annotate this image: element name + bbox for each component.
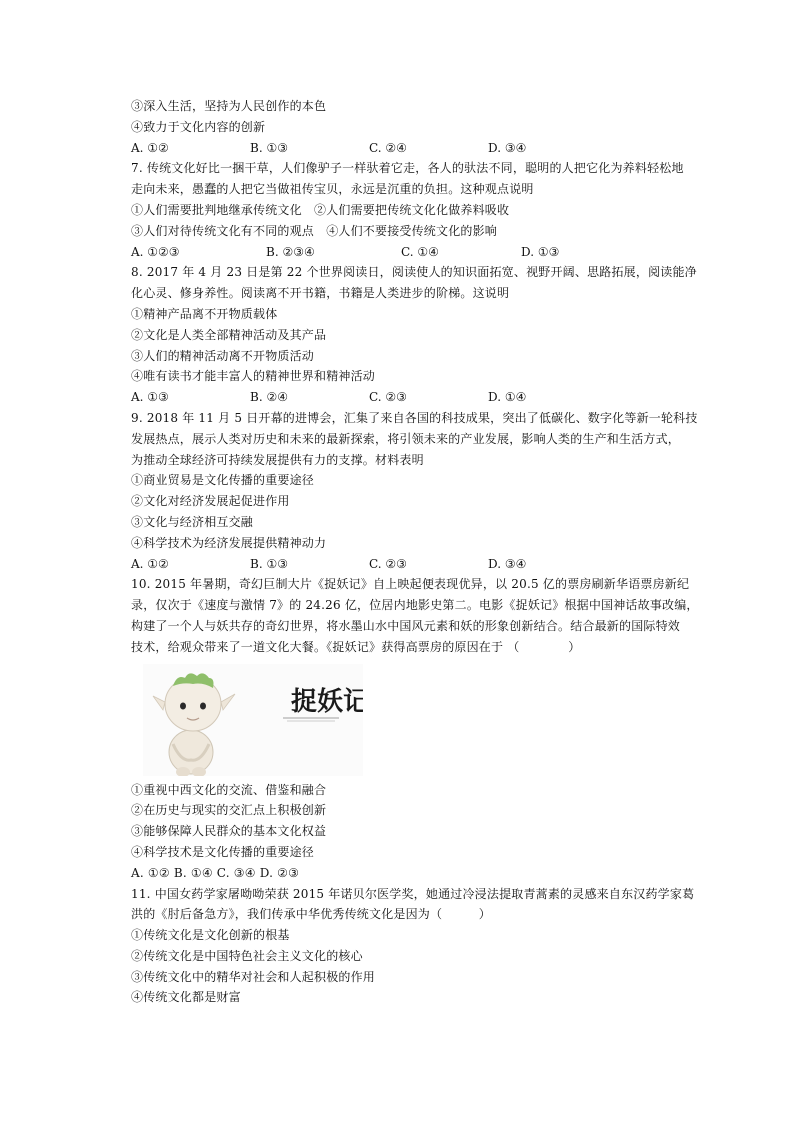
q9-stem-line-3: 为推动全球经济可持续发展提供有力的支撑。材料表明 (131, 452, 424, 467)
q11-statement-1: ①传统文化是文化创新的根基 (131, 928, 290, 943)
q6-option-a: A. ①② (131, 140, 169, 155)
q7-option-a: A. ①②③ (131, 244, 180, 259)
q10-stem-line-2: 录，仅次于《速度与激情 7》的 24.26 亿，位居内地影史第二。电影《捉妖记》根据中国神话故事改编， (131, 598, 699, 613)
q10-statement-3: ③能够保障人民群众的基本文化权益 (131, 824, 327, 839)
movie-logo-text: 捉妖记 (291, 686, 363, 717)
q7-statements-1-2: ①人们需要批判地继承传统文化 ②人们需要把传统文化化做养料吸收 (131, 202, 510, 217)
q8-options (131, 387, 671, 408)
q9-option-c: C. ②③ (369, 556, 407, 571)
q9-statement-1: ①商业贸易是文化传播的重要途径 (131, 473, 315, 488)
q11-stem-line-2: 洪的《肘后备急方》，我们传承中华优秀传统文化是因为（ ） (131, 907, 492, 922)
q8-stem-line-1: 8. 2017 年 4 月 23 日是第 22 个世界阅读日，阅读使人的知识面拓宽、视野开阔、思路拓展，阅读能净 (131, 265, 697, 280)
q9-options (131, 554, 671, 575)
q7-options (131, 242, 671, 263)
q6-options (131, 138, 671, 159)
q6-option-b: B. ①③ (250, 140, 288, 155)
q10-statement-2: ②在历史与现实的交汇点上积极创新 (131, 803, 327, 818)
q8-option-a: A. ①③ (131, 390, 169, 405)
q9-option-d: D. ③④ (488, 556, 527, 571)
q8-option-d: D. ①④ (488, 390, 527, 405)
q7-statements-3-4: ③人们对待传统文化有不同的观点 ④人们不要接受传统文化的影响 (131, 223, 498, 238)
q8-option-c: C. ②③ (369, 390, 407, 405)
q7-stem-line-2: 走向未来，愚蠢的人把它当做祖传宝贝，永远是沉重的负担。这种观点说明 (131, 182, 534, 197)
q11-statement-2: ②传统文化是中国特色社会主义文化的核心 (131, 948, 363, 963)
q7-option-b: B. ②③④ (266, 244, 315, 259)
q8-statement-4: ④唯有读书才能丰富人的精神世界和精神活动 (131, 369, 376, 384)
q9-option-a: A. ①② (131, 556, 169, 571)
q9-statement-2: ②文化对经济发展起促进作用 (131, 494, 290, 509)
q7-option-d: D. ①③ (521, 244, 560, 259)
q6-statement-3: ③深入生活，坚持为人民创作的本色 (131, 99, 327, 113)
q8-statement-1: ①精神产品离不开物质载体 (131, 306, 278, 321)
q9-stem-line-1: 9. 2018 年 11 月 5 日开幕的进博会，汇集了来自各国的科技成果，突出了低碳化、数字化等新一轮科技 (131, 410, 698, 425)
q10-stem-line-4: 技术，给观众带来了一道文化大餐。《捉妖记》获得高票房的原因在于 （ ） (131, 639, 581, 654)
monster-character-illustration (143, 664, 363, 776)
q9-option-b: B. ①③ (250, 556, 288, 571)
q10-statement-1: ①重视中西文化的交流、借鉴和融合 (131, 782, 327, 797)
q6-option-c: C. ②④ (369, 140, 407, 155)
q10-stem-line-1: 10. 2015 年暑期，奇幻巨制大片《捉妖记》自上映起便表现优异，以 20.5 亿的票房刷新华语票房新纪 (131, 577, 690, 592)
q11-statement-4: ④传统文化都是财富 (131, 990, 241, 1005)
q10-stem-line-3: 构建了一个人与妖共存的奇幻世界，将水墨山水中国风元素和妖的形象创新结合。结合最新的国际特效 (131, 618, 681, 633)
q9-statement-3: ③文化与经济相互交融 (131, 514, 254, 529)
q11-stem-line-1: 11. 中国女药学家屠呦呦荣获 2015 年诺贝尔医学奖，她通过冷浸法提取青蒿素的灵感来自东汉药学家葛 (131, 886, 695, 901)
q9-statement-4: ④科学技术为经济发展提供精神动力 (131, 535, 327, 550)
q7-stem-line-1: 7. 传统文化好比一捆干草，人们像驴子一样驮着它走，各人的驮法不同，聪明的人把它化为养料轻松地 (131, 161, 684, 176)
q6-statement-4: ④致力于文化内容的创新 (131, 119, 266, 134)
q9-stem-line-2: 发展热点，展示人类对历史和未来的最新探索，将引领未来的产业发展，影响人类的生产和生活方式， (131, 431, 681, 446)
q10-statement-4: ④科学技术是文化传播的重要途径 (131, 844, 315, 859)
monster-hunt-poster-image (143, 664, 363, 776)
q8-statement-3: ③人们的精神活动离不开物质活动 (131, 348, 315, 363)
q11-statement-3: ③传统文化中的精华对社会和人起积极的作用 (131, 969, 376, 984)
q8-stem-line-2: 化心灵、修身养性。阅读离不开书籍，书籍是人类进步的阶梯。这说明 (131, 286, 510, 301)
q8-statement-2: ②文化是人类全部精神活动及其产品 (131, 327, 327, 342)
q6-option-d: D. ③④ (488, 140, 527, 155)
q8-option-b: B. ②④ (250, 390, 288, 405)
exam-page (131, 96, 699, 1008)
q7-option-c: C. ①④ (401, 244, 439, 259)
q10-options: A. ①② B. ①④ C. ③④ D. ②③ (131, 865, 300, 880)
